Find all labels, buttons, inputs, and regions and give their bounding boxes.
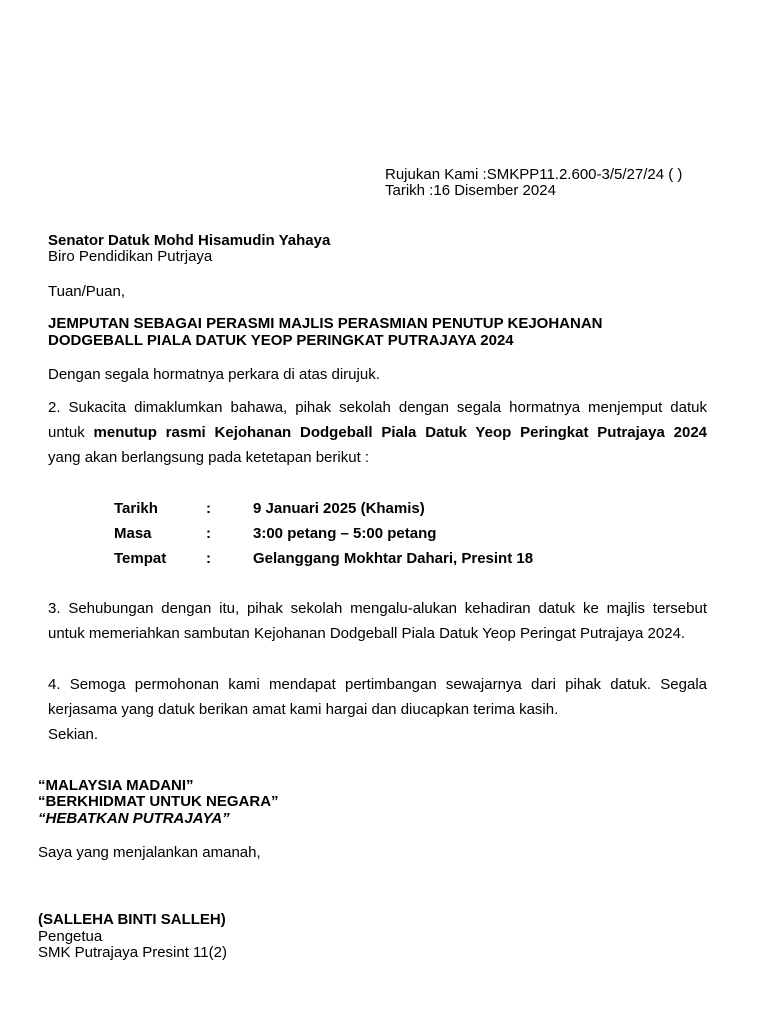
signatory-school: SMK Putrajaya Presint 11(2) <box>38 944 227 961</box>
slogan-malaysia-madani: “MALAYSIA MADANI” <box>38 777 194 794</box>
detail-value: Gelanggang Mokhtar Dahari, Presint 18 <box>253 550 534 567</box>
recipient-name: Senator Datuk Mohd Hisamudin Yahaya <box>48 232 331 249</box>
detail-separator: : <box>206 525 211 542</box>
detail-value: 9 Januari 2025 (Khamis) <box>253 500 425 517</box>
intro-paragraph: Dengan segala hormatnya perkara di atas dirujuk. <box>48 366 380 383</box>
slogan-berkhidmat: “BERKHIDMAT UNTUK NEGARA” <box>38 793 279 810</box>
para4-line-1: 4. Semoga permohonan kami mendapat pertimbangan sewajarnya dari pihak datuk. Segala <box>48 676 707 693</box>
signatory-name: (SALLEHA BINTI SALLEH) <box>38 911 226 928</box>
salutation: Tuan/Puan, <box>48 283 125 300</box>
recipient-org: Biro Pendidikan Putrjaya <box>48 248 213 265</box>
para3-line-2: untuk memeriahkan sambutan Kejohanan Dodgeball Piala Datuk Yeop Peringat Putrajaya 2024. <box>48 625 686 642</box>
slogan-hebatkan-putrajaya: “HEBATKAN PUTRAJAYA” <box>38 810 230 827</box>
detail-separator: : <box>206 500 211 517</box>
para4-line-2: kerjasama yang datuk berikan amat kami hargai dan diucapkan terima kasih. <box>48 701 559 718</box>
letter-date: Tarikh :16 Disember 2024 <box>385 182 556 199</box>
para3-line-1: 3. Sehubungan dengan itu, pihak sekolah mengalu-alukan kehadiran datuk ke majlis tersebut <box>48 600 707 617</box>
para2-line-2 <box>48 424 707 442</box>
para2-line-2-prefix: untuk <box>48 424 94 441</box>
detail-separator: : <box>206 550 211 567</box>
detail-label: Masa <box>114 525 152 542</box>
para2-line-1: 2. Sukacita dimaklumkan bahawa, pihak sekolah dengan segala hormatnya menjemput datuk <box>48 399 707 416</box>
subject-line-2: DODGEBALL PIALA DATUK YEOP PERINGKAT PUTRAJAYA 2024 <box>48 332 514 349</box>
detail-value: 3:00 petang – 5:00 petang <box>253 525 437 542</box>
detail-label: Tarikh <box>114 500 158 517</box>
para2-line-3: yang akan berlangsung pada ketetapan berikut : <box>48 449 370 466</box>
reference-number: Rujukan Kami :SMKPP11.2.600-3/5/27/24 ( ) <box>385 166 683 183</box>
detail-label: Tempat <box>114 550 167 567</box>
signatory-title: Pengetua <box>38 928 103 945</box>
para2-event-name: menutup rasmi Kejohanan Dodgeball Piala Datuk Yeop Peringkat Putrajaya 2024 <box>93 424 707 441</box>
amanah-line: Saya yang menjalankan amanah, <box>38 844 261 861</box>
closing-text: Sekian. <box>48 726 99 743</box>
subject-line-1: JEMPUTAN SEBAGAI PERASMI MAJLIS PERASMIAN PENUTUP KEJOHANAN <box>48 315 603 332</box>
